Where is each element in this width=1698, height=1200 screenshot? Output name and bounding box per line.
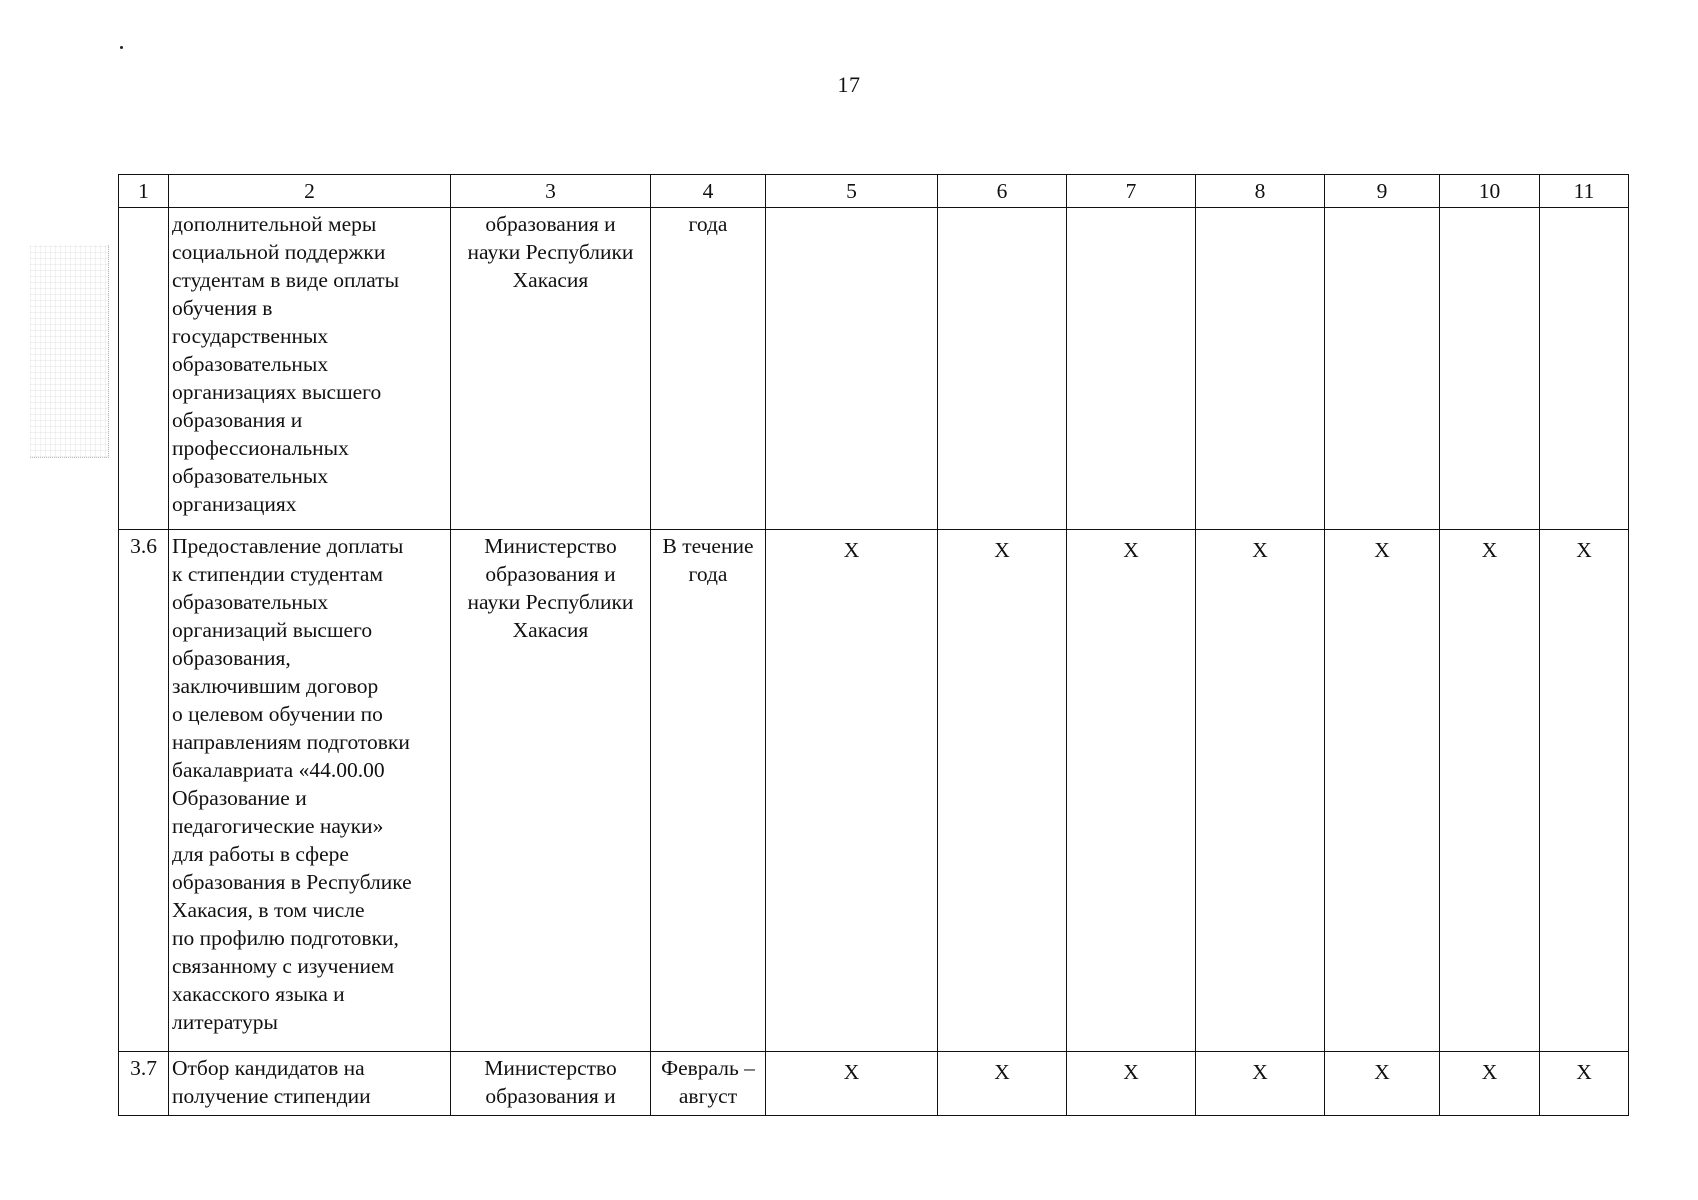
plan-table (118, 174, 1629, 1116)
executor (451, 1052, 651, 1116)
period-line: года (688, 212, 728, 236)
executor-line: науки Республики (467, 240, 634, 264)
executor-line: науки Республики (467, 590, 634, 614)
mark-cell: Х (938, 1052, 1067, 1116)
activity-line: студентам в виде оплаты (172, 268, 400, 292)
mark-cell (766, 208, 938, 530)
header-row (119, 175, 1629, 208)
mark-cell: Х (1196, 530, 1325, 1052)
activity-line: государственных (172, 324, 329, 348)
column-header: 2 (169, 175, 451, 208)
period (651, 208, 766, 530)
activity-line: связанному с изучением (172, 954, 395, 978)
activity-line: организациях высшего (172, 380, 382, 404)
mark-cell (1196, 208, 1325, 530)
activity-line: заключившим договор (172, 674, 379, 698)
activity-line: педагогические науки» (172, 814, 384, 838)
mark-cell (1067, 208, 1196, 530)
page-number: 17 (837, 72, 861, 97)
mark-cell: Х (1196, 1052, 1325, 1116)
column-header: 5 (766, 175, 938, 208)
activity-line: получение стипендии (172, 1084, 371, 1108)
executor-line: образования и (485, 212, 616, 236)
activity-name (169, 208, 451, 530)
activity-line: организаций высшего (172, 618, 373, 642)
mark-cell: Х (1067, 530, 1196, 1052)
activity-line: образовательных (172, 590, 329, 614)
margin-stamp (30, 245, 109, 458)
table-row (119, 530, 1629, 1052)
activity-line: Предоставление доплаты (172, 534, 404, 558)
activity-line: о целевом обучении по (172, 702, 383, 726)
mark-cell: Х (1440, 1052, 1540, 1116)
table-row (119, 208, 1629, 530)
activity-line: Отбор кандидатов на (172, 1056, 365, 1080)
activity-line: образования, (172, 646, 291, 670)
column-header: 6 (938, 175, 1067, 208)
table-row (119, 1052, 1629, 1116)
activity-line: для работы в сфере (172, 842, 349, 866)
column-header: 4 (651, 175, 766, 208)
activity-line: Образование и (172, 786, 307, 810)
row-number (119, 208, 169, 530)
period (651, 530, 766, 1052)
mark-cell: Х (1067, 1052, 1196, 1116)
activity-line: организациях (172, 492, 297, 516)
mark-cell (1325, 208, 1440, 530)
period-line: август (678, 1084, 738, 1108)
activity-line: образования в Республике (172, 870, 412, 894)
executor-line: Министерство (484, 1056, 617, 1080)
activity-line: обучения в (172, 296, 273, 320)
activity-line: образовательных (172, 352, 329, 376)
column-header: 10 (1440, 175, 1540, 208)
executor-line: образования и (485, 562, 616, 586)
mark-cell: Х (1325, 1052, 1440, 1116)
period-line: В течение (662, 534, 754, 558)
mark-cell: Х (1440, 530, 1540, 1052)
activity-line: образовательных (172, 464, 329, 488)
activity-name (169, 530, 451, 1052)
activity-line: направлениям подготовки (172, 730, 410, 754)
executor-line: Хакасия (512, 268, 589, 292)
column-header: 1 (119, 175, 169, 208)
column-header: 9 (1325, 175, 1440, 208)
activity-line: дополнительной меры (172, 212, 377, 236)
activity-line: хакасского языка и (172, 982, 345, 1006)
period-line: Февраль – (661, 1056, 755, 1080)
activity-line: к стипендии студентам (172, 562, 383, 586)
activity-name (169, 1052, 451, 1116)
period-line: года (688, 562, 728, 586)
activity-line: социальной поддержки (172, 240, 386, 264)
activity-line: образования и (172, 408, 303, 432)
mark-cell: Х (766, 530, 938, 1052)
column-header: 8 (1196, 175, 1325, 208)
mark-cell (1540, 208, 1629, 530)
activity-line: литературы (172, 1010, 278, 1034)
column-header: 7 (1067, 175, 1196, 208)
executor-line: Хакасия (512, 618, 589, 642)
column-header: 11 (1540, 175, 1629, 208)
executor-line: образования и (485, 1084, 616, 1108)
scan-dot (120, 46, 123, 49)
mark-cell: Х (766, 1052, 938, 1116)
activity-line: по профилю подготовки, (172, 926, 399, 950)
mark-cell: Х (1540, 530, 1629, 1052)
activity-line: Хакасия, в том числе (172, 898, 365, 922)
column-header: 3 (451, 175, 651, 208)
activity-line: бакалавриата «44.00.00 (172, 758, 385, 782)
mark-cell (1440, 208, 1540, 530)
mark-cell: Х (1325, 530, 1440, 1052)
mark-cell (938, 208, 1067, 530)
executor-line: Министерство (484, 534, 617, 558)
mark-cell: Х (1540, 1052, 1629, 1116)
mark-cell: Х (938, 530, 1067, 1052)
row-number: 3.7 (119, 1052, 169, 1116)
activity-line: профессиональных (172, 436, 349, 460)
executor (451, 208, 651, 530)
executor (451, 530, 651, 1052)
row-number: 3.6 (119, 530, 169, 1052)
period (651, 1052, 766, 1116)
